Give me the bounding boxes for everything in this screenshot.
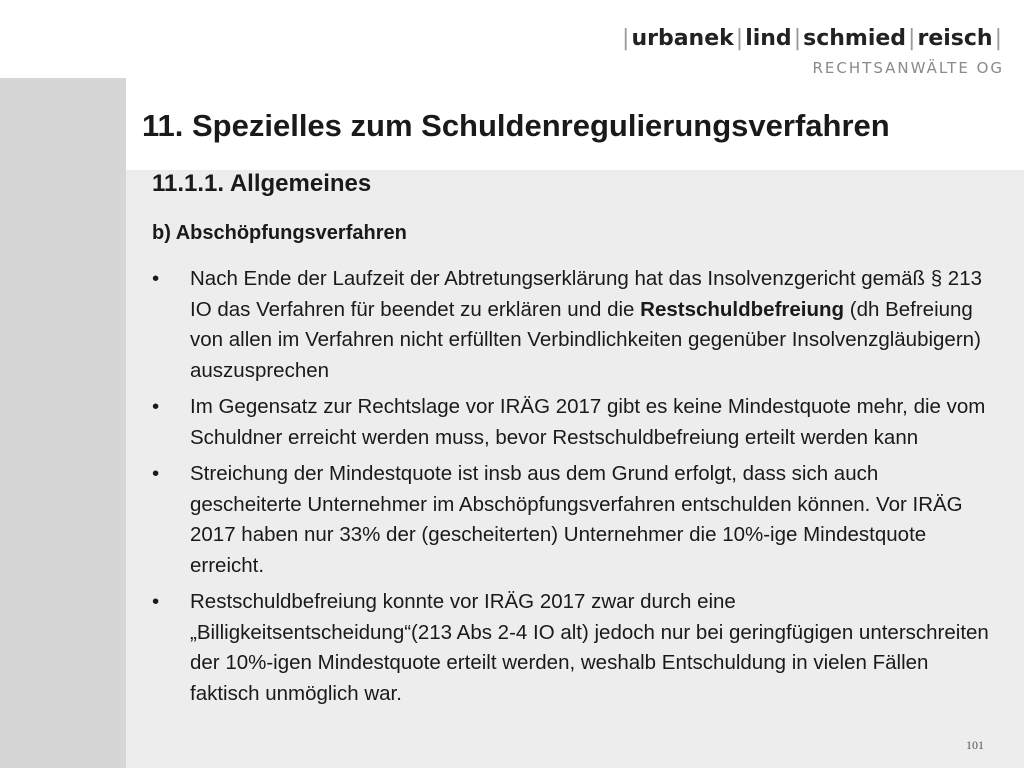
page-number: 101 [966,738,984,752]
logo-subtitle: RECHTSANWÄLTE OG [812,59,1004,77]
bold-term-restschuldbefreiung: Restschuldbefreiung [640,297,845,321]
logo-separator: | [622,26,630,51]
logo-names [620,26,1004,51]
bullet-text: Im Gegensatz zur Rechtslage vor IRÄG 2017 gibt es keine Mindestquote mehr, die vom Schuldner erreicht werden muss, bevor Restschuldbefreiung erteilt werden kann [190,395,986,449]
bullet-marker: • [152,395,160,418]
bullet-item [150,459,990,581]
bullet-text: Restschuldbefreiung konnte vor IRÄG 2017 zwar durch eine „Billigkeitsentscheidung“(213 Abs 2-4 IO alt) jedoch nur bei geringfügigen unterschreiten der 10%-igen Mindestquote erteilt werden, weshalb Entschuldung in vielen Fällen faktisch unmöglich war. [190,590,989,705]
logo-separator: | [994,26,1002,51]
bullet-text: Nach Ende der Laufzeit der Abtretungserklärung hat das Insolvenzgericht gemäß § 213 IO das Verfahren für beendet zu erklären und die Restschuldbefreiung (dh Befreiung von allen im Verfahren nicht erfüllten Verbindlichkeiten gegenüber Insolvenzgläubigern) auszusprechen [190,267,983,382]
logo-separator: | [793,26,802,51]
bullet-item [150,392,990,453]
bullet-marker: • [152,590,160,613]
logo-name-urbanek: urbanek [631,26,734,51]
bullet-marker: • [152,267,160,290]
section-heading: 11.1.1. Allgemeines [152,170,372,197]
subsection-heading: b) Abschöpfungsverfahren [152,222,407,244]
page-title: 11. Spezielles zum Schuldenregulierungsverfahren [142,108,890,143]
bullet-list [150,264,990,715]
bullet-marker: • [152,462,160,485]
logo-separator: | [908,26,916,51]
bullet-item [150,264,990,386]
logo-separator: | [735,26,744,51]
left-decorative-bar [0,78,126,768]
bullet-item [150,587,990,709]
logo-name-reisch: reisch [917,26,993,51]
firm-logo [620,26,1004,77]
logo-name-lind: lind [745,26,792,51]
logo-name-schmied: schmied [803,26,907,51]
bullet-text: Streichung der Mindestquote ist insb aus dem Grund erfolgt, dass sich auch gescheiterte Unternehmer im Abschöpfungsverfahren entschulden können. Vor IRÄG 2017 haben nur 33% der (gescheiterten) Unternehmer die 10%-ige Mindestquote erreicht. [190,462,963,577]
